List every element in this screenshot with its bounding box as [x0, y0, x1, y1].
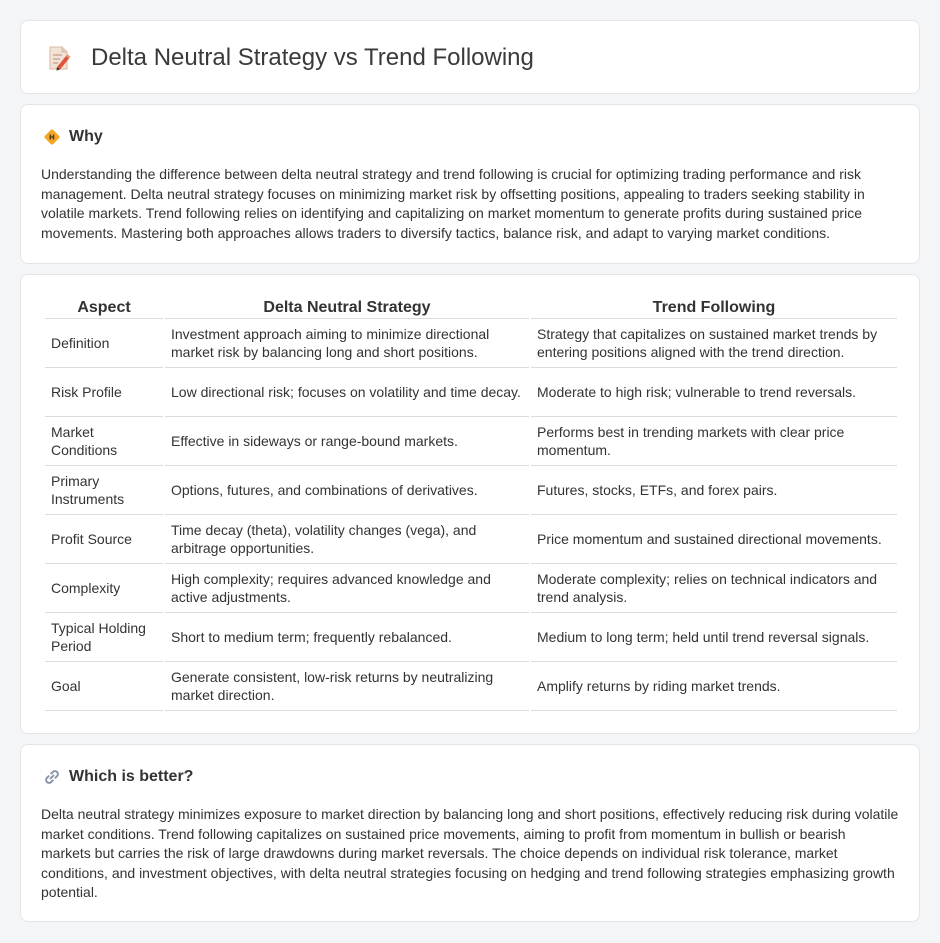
aspect-cell: Definition [45, 319, 163, 368]
better-heading-row [43, 767, 193, 787]
delta-neutral-cell: Investment approach aiming to minimize directional market risk by balancing long and short positions. [165, 319, 529, 368]
column-header-aspect: Aspect [45, 297, 163, 319]
aspect-cell: Typical Holding Period [45, 613, 163, 662]
page-title: Delta Neutral Strategy vs Trend Following [91, 44, 534, 71]
title-row [45, 43, 534, 73]
delta-neutral-cell: Time decay (theta), volatility changes (vega), and arbitrage opportunities. [165, 515, 529, 564]
comparison-table [43, 297, 899, 711]
aspect-cell: Risk Profile [45, 368, 163, 417]
table-header-row [45, 297, 897, 319]
why-heading: Why [69, 128, 103, 145]
diamond-sign-icon [43, 128, 61, 146]
trend-following-cell: Medium to long term; held until trend reversal signals. [531, 613, 897, 662]
title-card [20, 20, 920, 94]
comparison-section [20, 274, 920, 734]
delta-neutral-cell: Short to medium term; frequently rebalanced. [165, 613, 529, 662]
aspect-cell: Complexity [45, 564, 163, 613]
table-row [45, 417, 897, 466]
table-row [45, 368, 897, 417]
trend-following-cell: Price momentum and sustained directional movements. [531, 515, 897, 564]
trend-following-cell: Futures, stocks, ETFs, and forex pairs. [531, 466, 897, 515]
delta-neutral-cell: Low directional risk; focuses on volatility and time decay. [165, 368, 529, 417]
trend-following-cell: Performs best in trending markets with clear price momentum. [531, 417, 897, 466]
column-header-delta-neutral: Delta Neutral Strategy [165, 297, 529, 319]
which-is-better-section [20, 744, 920, 922]
better-text: Delta neutral strategy minimizes exposure to market direction by balancing long and short positions, effectively reducing risk during volatile market conditions. Trend following capitalizes on sustained price movements, aiming to profit from momentum in bullish or bearish markets but carries the risk of large drawdowns during market reversals. The choice depends on individual risk tolerance, market conditions, and investment objectives, with delta neutral strategies focusing on hedging and trend following strategies emphasizing growth potential. [41, 806, 899, 900]
aspect-cell: Profit Source [45, 515, 163, 564]
aspect-cell: Goal [45, 662, 163, 711]
delta-neutral-cell: Options, futures, and combinations of derivatives. [165, 466, 529, 515]
table-row [45, 662, 897, 711]
trend-following-cell: Amplify returns by riding market trends. [531, 662, 897, 711]
link-icon [43, 768, 61, 786]
delta-neutral-cell: High complexity; requires advanced knowledge and active adjustments. [165, 564, 529, 613]
why-section [20, 104, 920, 264]
aspect-cell: Market Conditions [45, 417, 163, 466]
table-row [45, 564, 897, 613]
delta-neutral-cell: Effective in sideways or range-bound markets. [165, 417, 529, 466]
document-pencil-icon [45, 44, 73, 72]
column-header-trend-following: Trend Following [531, 297, 897, 319]
trend-following-cell: Strategy that capitalizes on sustained market trends by entering positions aligned with the trend direction. [531, 319, 897, 368]
table-row [45, 613, 897, 662]
better-heading: Which is better? [69, 768, 194, 785]
table-row [45, 515, 897, 564]
trend-following-cell: Moderate complexity; relies on technical indicators and trend analysis. [531, 564, 897, 613]
delta-neutral-cell: Generate consistent, low-risk returns by neutralizing market direction. [165, 662, 529, 711]
trend-following-cell: Moderate to high risk; vulnerable to trend reversals. [531, 368, 897, 417]
why-text: Understanding the difference between delta neutral strategy and trend following is crucial for optimizing trading performance and risk management. Delta neutral strategy focuses on minimizing market risk by offsetting positions, appealing to traders seeking stability in volatile markets. Trend following relies on identifying and capitalizing on market momentum to generate profits during sustained price movements. Mastering both approaches allows traders to diversify tactics, balance risk, and adapt to varying market conditions. [41, 166, 865, 241]
table-row [45, 466, 897, 515]
table-row [45, 319, 897, 368]
aspect-cell: Primary Instruments [45, 466, 163, 515]
why-heading-row [43, 127, 103, 147]
